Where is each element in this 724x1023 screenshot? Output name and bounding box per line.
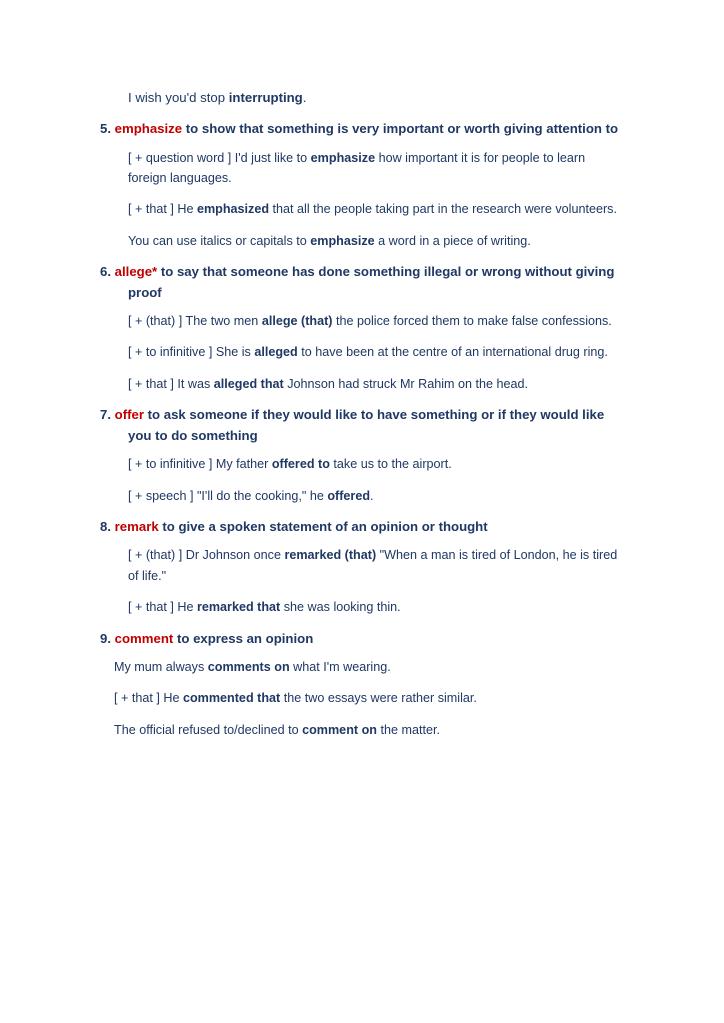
example-sentence — [128, 148, 625, 189]
example-list — [128, 148, 625, 252]
example-sentence — [128, 199, 625, 219]
example-text: The official refused to/declined to — [114, 722, 303, 737]
dictionary-entry — [100, 119, 625, 251]
entry-headword: remark — [114, 518, 159, 534]
example-text: You can use italics or capitals to — [128, 233, 311, 248]
example-sentence — [128, 545, 625, 586]
example-text: [ + speech ] "I'll do the cooking," he — [128, 488, 328, 503]
example-highlight: comment on — [302, 722, 377, 737]
example-highlight: emphasized — [196, 202, 270, 217]
example-sentence — [128, 374, 625, 394]
example-text: she was looking thin. — [280, 600, 401, 615]
entry-number: 7. — [100, 407, 111, 423]
entry-number: 9. — [100, 630, 111, 646]
example-text: [ + (that) ] The two men — [128, 314, 262, 329]
example-text: how important it is for people to learn foreign languages. — [128, 150, 586, 185]
entry-definition: to show that something is very important or worth giving attention to — [182, 121, 619, 137]
dictionary-entry — [100, 262, 625, 394]
example-list — [128, 311, 625, 394]
entry-heading — [100, 262, 625, 303]
example-highlight: alleged that — [213, 376, 284, 391]
example-highlight: emphasize — [310, 150, 376, 165]
entry-headword: offer — [114, 407, 144, 423]
example-highlight: allege (that) — [261, 314, 333, 329]
example-highlight: emphasize — [310, 233, 375, 248]
example-text: [ + that ] He — [128, 202, 197, 217]
example-sentence — [128, 231, 625, 251]
entry-definition: to give a spoken statement of an opinion or thought — [158, 518, 488, 534]
dictionary-entry — [100, 405, 625, 506]
entry-heading — [100, 517, 625, 537]
entry-heading — [100, 119, 625, 139]
example-text: . — [370, 488, 374, 503]
example-text: My mum always — [114, 660, 208, 674]
example-text: that all the people taking part in the research were volunteers. — [269, 202, 617, 217]
dictionary-entry — [100, 629, 625, 741]
entry-headword: emphasize — [114, 121, 183, 137]
example-sentence — [128, 597, 625, 617]
entry-number: 8. — [100, 518, 111, 534]
example-list — [128, 454, 625, 506]
example-list — [128, 545, 625, 617]
example-highlight: commented that — [182, 691, 281, 706]
entry-definition: to say that someone has done something illegal or wrong without giving proof — [128, 264, 615, 300]
example-text: [ + that ] He — [114, 691, 183, 706]
dictionary-entry — [100, 517, 625, 618]
example-sentence — [128, 454, 625, 474]
entry-number: 5. — [100, 121, 111, 137]
example-highlight: offered to — [271, 457, 330, 472]
example-text: what I'm wearing. — [289, 660, 391, 674]
entry-list — [100, 119, 625, 740]
entry-number: 6. — [100, 264, 111, 280]
entry-headword: allege* — [114, 264, 158, 280]
example-text: "When a man is tired of London, he is tired of life." — [128, 548, 618, 583]
example-text: take us to the airport. — [329, 457, 452, 472]
example-sentence — [128, 486, 625, 506]
example-text: Johnson had struck Mr Rahim on the head. — [283, 376, 529, 391]
example-sentence — [114, 720, 625, 740]
example-text: [ + that ] It was — [128, 376, 214, 391]
example-sentence — [128, 311, 625, 331]
entry-headword: comment — [114, 630, 174, 646]
entry-heading — [100, 405, 625, 446]
example-highlight: offered — [327, 488, 371, 503]
lead-line-post: . — [302, 90, 307, 105]
example-highlight: comments on — [207, 660, 290, 674]
example-text: [ + that ] He — [128, 600, 197, 615]
example-text: [ + to infinitive ] My father — [128, 457, 272, 472]
entry-heading — [100, 629, 625, 649]
example-text: the two essays were rather similar. — [280, 691, 477, 706]
example-highlight: alleged — [254, 345, 298, 360]
example-text: [ + to infinitive ] She is — [128, 345, 255, 360]
entry-definition: to ask someone if they would like to have something or if they would like you to do something — [128, 407, 605, 443]
lead-line — [128, 88, 625, 107]
lead-line-pre: I wish you'd stop — [128, 90, 229, 105]
example-text: the police forced them to make false confessions. — [332, 314, 612, 329]
example-text: the matter. — [376, 722, 440, 737]
document-body — [100, 88, 625, 751]
example-text: a word in a piece of writing. — [374, 233, 531, 248]
example-sentence — [128, 342, 625, 362]
entry-definition: to express an opinion — [173, 630, 314, 646]
example-sentence — [114, 657, 625, 677]
lead-line-bold: interrupting — [228, 90, 303, 105]
example-list — [114, 657, 625, 740]
example-text: [ + (that) ] Dr Johnson once — [128, 548, 285, 563]
example-text: to have been at the centre of an international drug ring. — [297, 345, 608, 360]
example-highlight: remarked (that) — [284, 548, 377, 563]
example-highlight: remarked that — [196, 600, 281, 615]
example-sentence — [114, 688, 625, 708]
example-text: [ + question word ] I'd just like to — [128, 150, 311, 165]
